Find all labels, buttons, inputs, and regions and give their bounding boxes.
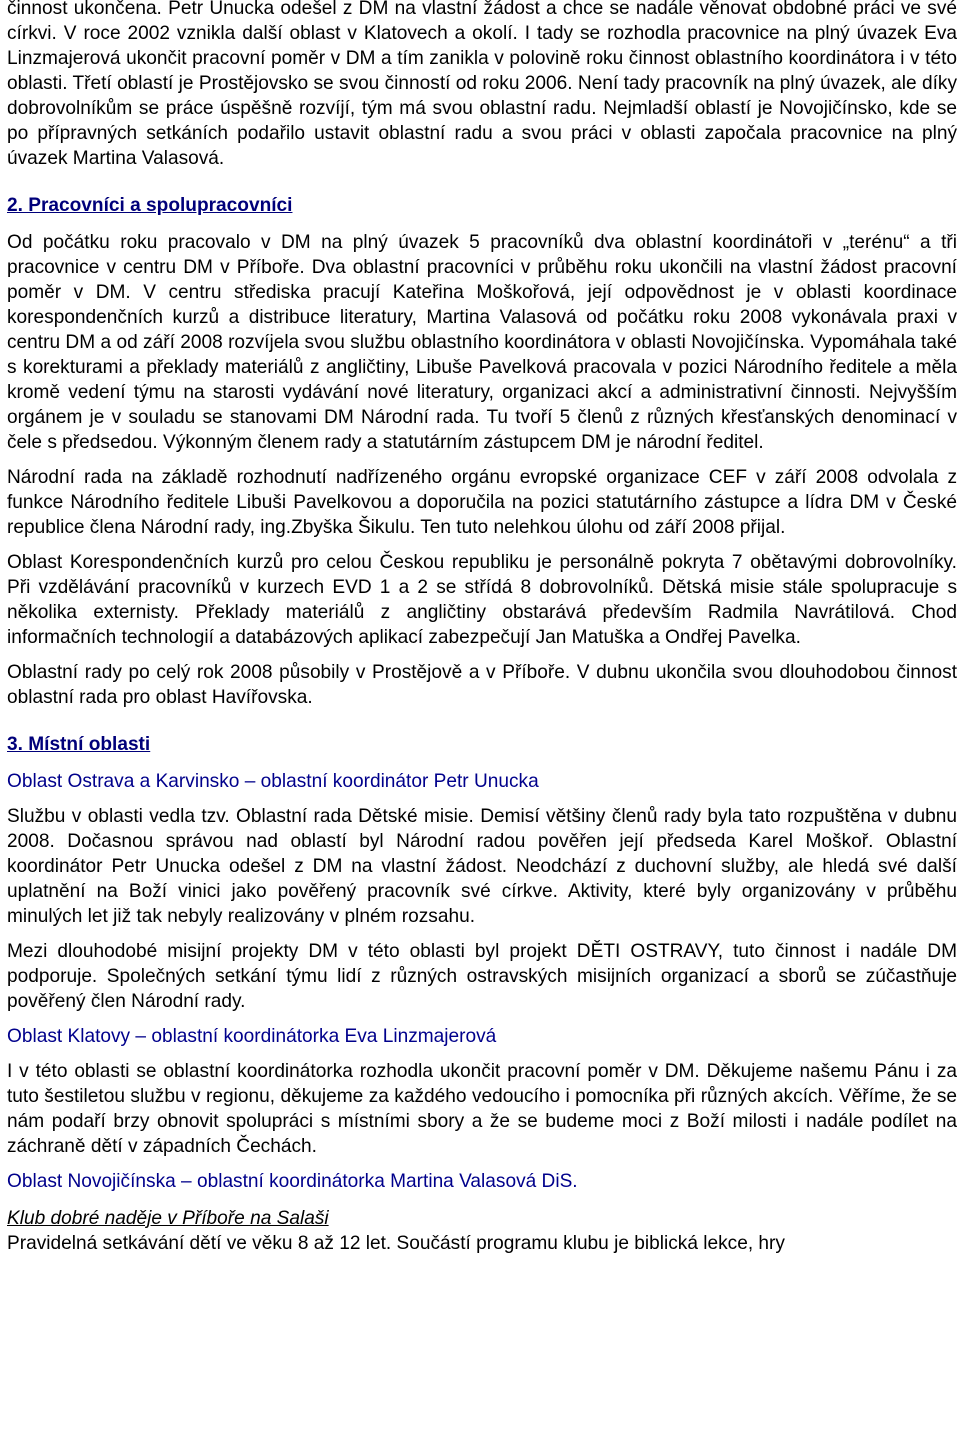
section-2-paragraph-2: Národní rada na základě rozhodnutí nadřízeného orgánu evropské organizace CEF v září 2008 odvolala z funkce Národního ředitele Libuši Pavelkovou a doporučila na pozici statutárního zástupce a lídra DM v České republice člena Národní rady, ing.Zbyška Šikulu. Ten tuto nelehkou úlohu od září 2008 přijal. [7, 467, 957, 538]
area-ostrava-paragraph-2: Mezi dlouhodobé misijní projekty DM v této oblasti byl projekt DĚTI OSTRAVY, tuto činnost i nadále DM podporuje. Společných setkání týmu lidí z různých ostravských misijních organizací a sborů se zúčastňuje pověřený člen Národní rady. [7, 941, 957, 1012]
section-2-heading: 2. Pracovníci a spolupracovníci [7, 195, 293, 216]
section-3-heading: 3. Místní oblasti [7, 734, 151, 755]
area-ostrava-title: Oblast Ostrava a Karvinsko – oblastní koordinátor Petr Unucka [7, 771, 539, 792]
section-2-paragraph-3: Oblast Korespondenčních kurzů pro celou Českou republiku je personálně pokryta 7 obětavými dobrovolníky. Při vzdělávání pracovníků v kurzech EVD 1 a 2 se střídá 8 dobrovolníků. Dětská misie stále spolupracuje s několika externisty. Překlady materiálů z angličtiny obstarává především Radmila Navrátilová. Chod informačních technologií a databázových aplikací zabezpečují Jan Matuška a Ondřej Pavelka. [7, 552, 957, 648]
intro-paragraph: činnost ukončena. Petr Unucka odešel z DM na vlastní žádost a chce se nadále věnovat obdobné práci ve své církvi. V roce 2002 vznikla další oblast v Klatovech a okolí. I tady se rozhodla pracovnice na plný úvazek Eva Linzmajerová ukončit pracovní poměr v DM a tím zanikla v polovině roku činnost oblastního koordinátora i v této oblasti. Třetí oblastí je Prostějovsko se svou činností od roku 2006. Není tady pracovník na plný úvazek, ale díky dobrovolníkům se práce úspěšně rozvíjí, tým má svou oblastní radu. Nejmladší oblastí je Novojičínsko, kde se po přípravných setkáních podařilo ustavit oblastní radu a svou práci v oblasti započala pracovnice na plný úvazek Martina Valasová. [7, 0, 957, 169]
section-2-paragraph-4: Oblastní rady po celý rok 2008 působily v Prostějově a v Příboře. V dubnu ukončila svou dlouhodobou činnost oblastní rada pro oblast Havířovska. [7, 662, 957, 708]
area-klatovy-title: Oblast Klatovy – oblastní koordinátorka Eva Linzmajerová [7, 1026, 497, 1047]
area-ostrava-paragraph-1: Službu v oblasti vedla tzv. Oblastní rada Dětské misie. Demisí většiny členů rady byla tato rozpuštěna v dubnu 2008. Dočasnou správou nad oblastí byl Národní radou pověřen její předseda Karel Moškoř. Oblastní koordinátor Petr Unucka odešel z DM na vlastní žádost. Neodchází z duchovní služby, ale hledá své další uplatnění na Boží vinici jako pověřený pracovník své církve. Aktivity, které byly organizovány v průběhu minulých let již tak nebyly realizovány v plném rozsahu. [7, 806, 957, 927]
area-novojicinska-title: Oblast Novojičínska – oblastní koordinátorka Martina Valasová DiS. [7, 1171, 578, 1192]
area-novojicinska-paragraph-1: Pravidelná setkávání dětí ve věku 8 až 12 let. Součástí programu klubu je biblická lekce, hry [7, 1233, 785, 1254]
area-klatovy-paragraph-1: I v této oblasti se oblastní koordinátorka rozhodla ukončit pracovní poměr v DM. Děkujeme našemu Pánu i za tuto šestiletou službu v regionu, děkujeme za každého vedoucího i pomocníka při různých akcích. Věříme, že se nám podaří brzy obnovit spolupráci s místními sbory a že se budeme moci z Boží milosti i nadále podílet na záchraně dětí v západních Čechách. [7, 1061, 957, 1157]
document-page [7, 0, 957, 1256]
club-title: Klub dobré naděje v Příboře na Salaši [7, 1208, 329, 1229]
section-2-paragraph-1: Od počátku roku pracovalo v DM na plný úvazek 5 pracovníků dva oblastní koordinátoři v „terénu“ a tři pracovnice v centru DM v Příboře. Dva oblastní pracovníci v průběhu roku ukončili na vlastní žádost pracovní poměr v DM. V centru střediska pracují Kateřina Moškořová, její odpovědnost je v oblasti koordinace korespondenčních kurzů a distribuce literatury, Martina Valasová od počátku roku 2008 vykonávala praxi v centru DM a od září 2008 rozvíjela svou službu oblastního koordinátora v oblasti Novojičínska. Vypomáhala také s korekturami a překlady materiálů z angličtiny, Libuše Pavelková pracovala v pozici Národního ředitele a měla kromě vedení týmu na starosti vydávání nové literatury, organizaci akcí a administrativní činnosti. Nejvyšším orgánem je v souladu se stanovami DM Národní rada. Tu tvoří 5 členů z různých křesťanských denominací v čele s předsedou. Výkonným členem rady a statutárním zástupcem DM je národní ředitel. [7, 232, 957, 453]
